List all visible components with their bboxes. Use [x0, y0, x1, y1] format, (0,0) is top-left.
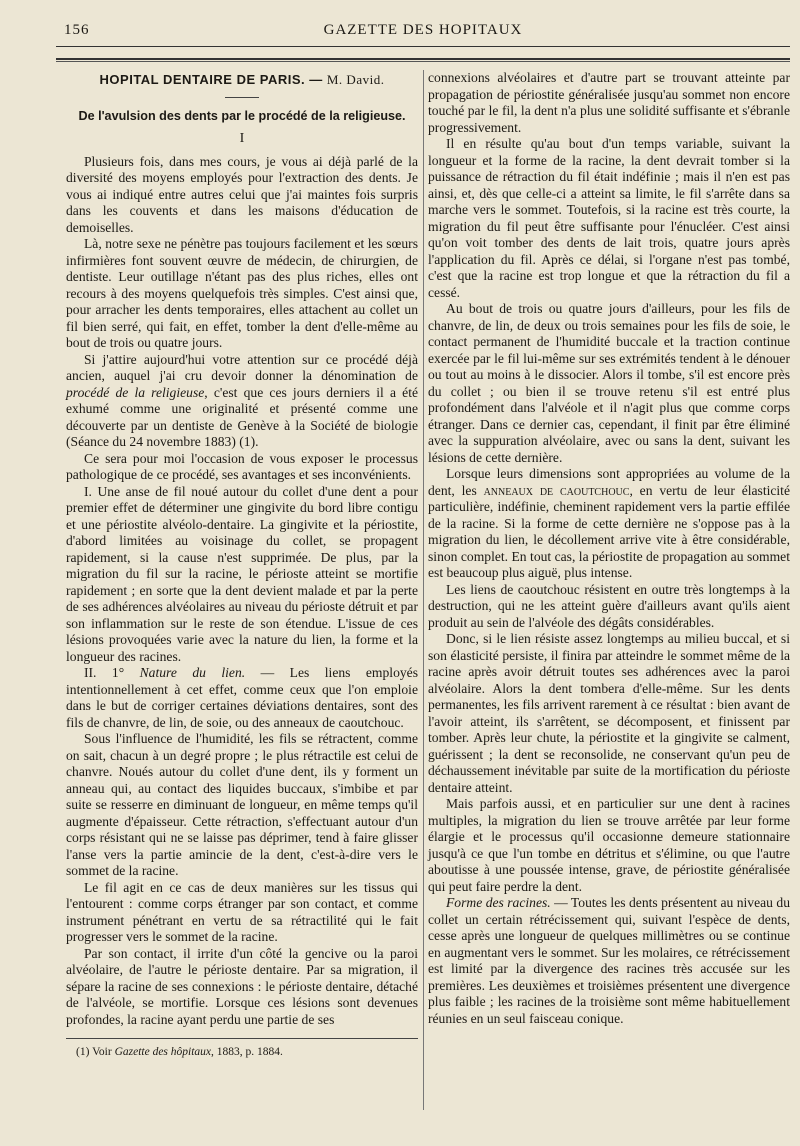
paragraph: Le fil agit en ce cas de deux manières sur les tissus qui l'entourent : comme corps étranger par son contact, et comme instrument pénétrant en vertu de sa rétractilité qui le fait progresser vers le sommet de la racine. [66, 879, 418, 944]
paragraph: Ce sera pour moi l'occasion de vous exposer le processus pathologique de ce procédé, ses avantages et ses inconvénients. [66, 450, 418, 482]
article-subtitle: De l'avulsion des dents par le procédé de la religieuse. [78, 108, 406, 123]
right-column [428, 70, 790, 1027]
small-caps-term: anneaux de caoutchouc [483, 482, 630, 498]
paragraph: Donc, si le lien résiste assez longtemps au milieu buccal, et si son élasticité persiste, il finira par atteindre le sommet même de la racine après avoir détruit toutes ses adhérences avec la paroi alvéolaire. Alors la dent tombera d'elle-même. Sur les dents permanentes, les fils arrivent rarement à ce résultat : bien avant de l'avoir atteint, ils s'arrêtent, se décomposent, et finissent par tomber. Après leur chute, la périostite et la gingivite se calment, guérissent ; la dent se reconsolide, ne conservant qu'un peu de déchaussement inévitable par suite de la mortification du périoste dentaire atteint. [428, 631, 790, 795]
paragraph: Si j'attire aujourd'hui votre attention sur ce procédé déjà ancien, auquel j'ai cru devoir donner la dénomination de procédé de la religieuse, c'est que ces jours derniers il a été exhumé comme une originalité et présenté comme une découverte par un dentiste de Genève à la Société de biologie (Séance du 24 novembre 1883) (1). [66, 351, 418, 449]
italic-term: procédé de la religieuse [66, 384, 205, 400]
column-divider [423, 70, 424, 1110]
italic-heading: Forme des racines. [446, 895, 551, 910]
short-divider [225, 97, 259, 98]
paragraph: Sous l'influence de l'humidité, les fils se rétractent, comme on sait, chacun à un degré propre ; le plus rétractile est celui de chanvre. Noués autour du collet d'une dent, ils y forment un anneau qui, au contact des liquides buccaux, s'imbibe et par suite se resserre en diminuant de longueur, en même temps qu'il augmente d'épaisseur. Cette rétraction, s'effectuant autour d'un corps résistant qui ne se laisse pas déprimer, tend à faire glisser l'anse vers la partie amincie de la dent, c'est-à-dire vers le sommet de la racine. [66, 731, 418, 878]
paragraph: I. Une anse de fil noué autour du collet d'une dent a pour premier effet de déterminer une gingivite du bord libre contigu et une périostite alvéolo-dentaire. La gingivite et la périostite, d'abord limitées au voisinage du collet, se propagent rapidement, si la cause n'est supprimée. De plus, par la migration du fil sur la racine, le périoste atteint se mortifie rapidement ; en sorte que la dent devient malade et par la perte de ses adhérences alvéolaires au niveau du périoste détruit et par son inflammation sur le reste de son étendue. L'issue de ces lésions provoquées varie avec la nature du lien, la forme et la longueur des racines. [66, 483, 418, 664]
paragraph: Au bout de trois ou quatre jours d'ailleurs, pour les fils de chanvre, de lin, de deux ou trois semaines pour les fils de soie, le contact permanent de l'humidité buccale et la traction continue exercée par le fil lui-même sur ses extrémités tendent à le dénouer ou tout au moins à le dissocier. Alors il tombe, s'il est encore près du collet ; ou bien il se trouve retenu s'il est entré plus profondément dans l'alvéole et il n'agit plus que comme corps étranger. Dans ce dernier cas, cependant, il finit par être éliminé avec la suppuration alvéolaire, avec ou sans la dent, suivant les lésions de cette dernière. [428, 301, 790, 465]
header-rule [56, 46, 790, 47]
page-number: 156 [64, 22, 90, 38]
article-author: M. David. [326, 72, 385, 87]
paragraph: Les liens de caoutchouc résistent en outre très longtemps à la destruction, qui ne les atteint guère d'ailleurs avant qu'ils aient produit au sein de l'alvéole des dégâts considérables. [428, 581, 790, 630]
paragraph: Plusieurs fois, dans mes cours, je vous ai déjà parlé de la diversité des moyens employés pour l'extraction des dents. Je vous ai indiqué entre autres celui que j'ai maintes fois surpris dans les couvents et dans les maisons d'éducation de demoiselles. [66, 153, 418, 235]
paragraph: Mais parfois aussi, et en particulier sur une dent à racines multiples, la migration du lien se trouve arrêtée par leur forme élargie et le processus qu'il occasionne demeure stationnaire jusqu'à ce que l'un tombe en détritus et s'élimine, ou que l'autre aboutisse à une poussée intense, grave, de périostite généralisée qui peut faire perdre la dent. [428, 796, 790, 894]
paragraph: Forme des racines. — Toutes les dents présentent au niveau du collet un certain rétrécissement qui, suivant l'espèce de dents, cesse après une longueur de quelques millimètres ou se continue en augmentant vers le sommet. Sur les molaires, ce rétrécissement est limité par la divergence des racines très accusée sur les premières. Les deuxièmes et troisièmes présentent une divergence plus faible ; les racines de la troisième sont même habituellement réunies en un seul faisceau conique. [428, 895, 790, 1026]
article-headline [66, 72, 418, 89]
page-header [56, 18, 790, 44]
footnote: (1) Voir Gazette des hôpitaux, 1883, p. 1884. [76, 1046, 283, 1058]
section-number: I [239, 131, 245, 146]
header-double-rule-thin [56, 61, 790, 62]
headline-text: HOPITAL DENTAIRE DE PARIS. — [99, 72, 327, 87]
paragraph: Lorsque leurs dimensions sont appropriées au volume de la dent, les anneaux de caoutchouc, en vertu de leur élasticité particulière, indéfinie, cheminent rapidement vers la partie effilée de la racine. Si la forme de cette dernière ne s'oppose pas à la migration du lien, le décollement arrive vite à être considérable, sinon complet. En tout cas, la périostite de propagation au sommet est beaucoup plus aiguë, plus intense. [428, 466, 790, 580]
paragraph: Il en résulte qu'au bout d'un temps variable, suivant la longueur et la forme de la racine, la dent devrait tomber si la puissance de rétraction du fil était indéfinie ; mais il n'en est pas ainsi, et, dès que celle-ci a atteint sa limite, le fil s'arrête dans sa marche vers le sommet. Toutefois, si la racine est très courte, la migration du fil peut être suffisante pour l'énucléer. C'est ainsi qu'on voit tomber des dents de lait trois, quatre jours après l'application du fil. Après ce délai, si l'organe n'est pas tombé, c'est que la racine est trop longue et que la rétraction du fil a cessé. [428, 136, 790, 300]
footnote-divider [66, 1038, 418, 1039]
footnote-source: Gazette des hôpitaux [114, 1046, 212, 1058]
italic-heading: Nature du lien. [139, 665, 246, 680]
paragraph: II. 1° Nature du lien. — Les liens employés intentionnellement à cet effet, comme ceux que l'on emploie dans le but de corriger certaines déviations dentaires, sont des fils de chanvre, de lin, de soie, ou des anneaux de caoutchouc. [66, 665, 419, 730]
paragraph: connexions alvéolaires et d'autre part se trouvant atteinte par propagation de périostite généralisée jusqu'au sommet non encore touché par le fil, la dent n'a plus une solidité suffisante et s'ébranle progressivement. [428, 70, 790, 135]
paragraph: Par son contact, il irrite d'un côté la gencive ou la paroi alvéolaire, de l'autre le périoste dentaire. Par sa migration, il sépare la racine de ses connexions : le périoste dentaire, détaché de l'alvéole, se mortifie. Lorsque ces lésions sont devenues profondes, la racine ayant perdu une partie de ses [66, 945, 418, 1027]
paragraph: Là, notre sexe ne pénètre pas toujours facilement et les sœurs infirmières font souvent œuvre de médecin, de chirurgien, de dentiste. Leur outillage n'étant pas des plus riches, elles ont recours à des moyens quelquefois très simples. C'est ainsi que, pour arracher les dents temporaires, elles attachent au collet un fil bien serré, qui fait, en effet, tomber la dent d'elle-même au bout de trois ou quatre jours. [66, 236, 418, 350]
running-title: GAZETTE DES HOPITAUX [323, 22, 523, 38]
left-column [66, 70, 418, 1059]
header-double-rule [56, 58, 790, 60]
